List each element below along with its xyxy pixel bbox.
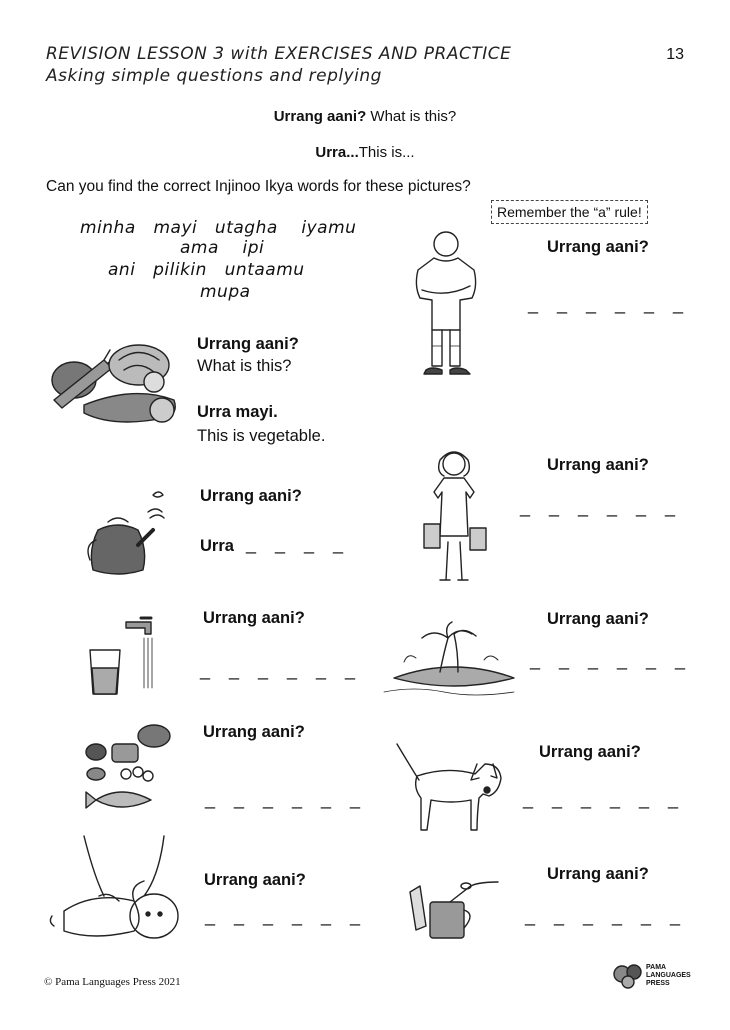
kettle-question: Urrang aani? <box>200 487 302 505</box>
water-illustration <box>86 612 176 697</box>
intro-question-rest: What is this? <box>366 108 457 125</box>
word-bank-line: minha mayi utagha iyamu <box>80 218 357 238</box>
island-answer-blank[interactable]: _ _ _ _ _ _ <box>530 650 693 670</box>
tea-answer-blank[interactable]: _ _ _ _ _ _ <box>525 906 688 926</box>
island-question: Urrang aani? <box>547 610 649 628</box>
intro-question <box>0 108 730 125</box>
instruction-text: Can you find the correct Injinoo Ikya words for these pictures? <box>46 178 471 195</box>
vegetables-question: Urrang aani? <box>197 335 299 353</box>
pama-languages-logo-icon <box>612 960 642 990</box>
water-answer-blank[interactable]: _ _ _ _ _ _ <box>200 660 363 680</box>
remember-box: Remember the “a” rule! <box>491 200 648 224</box>
island-illustration <box>384 622 519 697</box>
tea-question: Urrang aani? <box>547 865 649 883</box>
dog-illustration <box>393 740 503 835</box>
dog-question: Urrang aani? <box>539 743 641 761</box>
kettle-illustration <box>78 490 168 580</box>
woman-illustration <box>418 448 490 588</box>
page-number: 13 <box>666 46 684 63</box>
intro-answer-bold: Urra... <box>315 144 359 161</box>
meat-fish-illustration <box>82 722 177 817</box>
man-question: Urrang aani? <box>547 238 649 256</box>
vegetables-illustration <box>44 330 194 430</box>
intro-question-bold: Urrang aani? <box>273 108 367 125</box>
word-bank-line: ani pilikin untaamu <box>108 260 305 280</box>
man-answer-blank[interactable]: _ _ _ _ _ _ <box>528 294 691 314</box>
woman-question: Urrang aani? <box>547 456 649 474</box>
logo-text <box>646 964 691 988</box>
vegetables-translation: What is this? <box>197 357 292 375</box>
kettle-answer-blank[interactable]: _ _ _ _ <box>246 534 351 554</box>
copyright-footer: © Pama Languages Press 2021 <box>44 976 181 988</box>
meat-answer-blank[interactable]: _ _ _ _ _ _ <box>205 789 368 809</box>
baby-answer-blank[interactable]: _ _ _ _ _ _ <box>205 906 368 926</box>
lesson-title: REVISION LESSON 3 with EXERCISES AND PRACTICE <box>46 44 512 64</box>
logo-text-line: PRESS <box>646 980 670 987</box>
water-question: Urrang aani? <box>203 609 305 627</box>
word-bank-line: mupa <box>200 282 251 302</box>
baby-bath-illustration <box>44 836 194 946</box>
tea-cup-illustration <box>406 872 501 944</box>
logo-text-line: LANGUAGES <box>646 972 691 979</box>
meat-question: Urrang aani? <box>203 723 305 741</box>
dog-answer-blank[interactable]: _ _ _ _ _ _ <box>523 789 686 809</box>
man-illustration <box>406 228 486 383</box>
vegetables-answer-translation: This is vegetable. <box>197 427 326 445</box>
word-bank-line: ama ipi <box>180 238 265 258</box>
intro-answer <box>0 144 730 161</box>
woman-answer-blank[interactable]: _ _ _ _ _ _ <box>520 497 683 517</box>
vegetables-answer: Urra mayi. <box>197 403 278 421</box>
baby-question: Urrang aani? <box>204 871 306 889</box>
intro-answer-rest: This is... <box>358 144 415 161</box>
logo-text-line: PAMA <box>646 964 667 971</box>
kettle-answer-prefix: Urra <box>200 537 234 555</box>
lesson-subtitle: Asking simple questions and replying <box>46 66 382 86</box>
